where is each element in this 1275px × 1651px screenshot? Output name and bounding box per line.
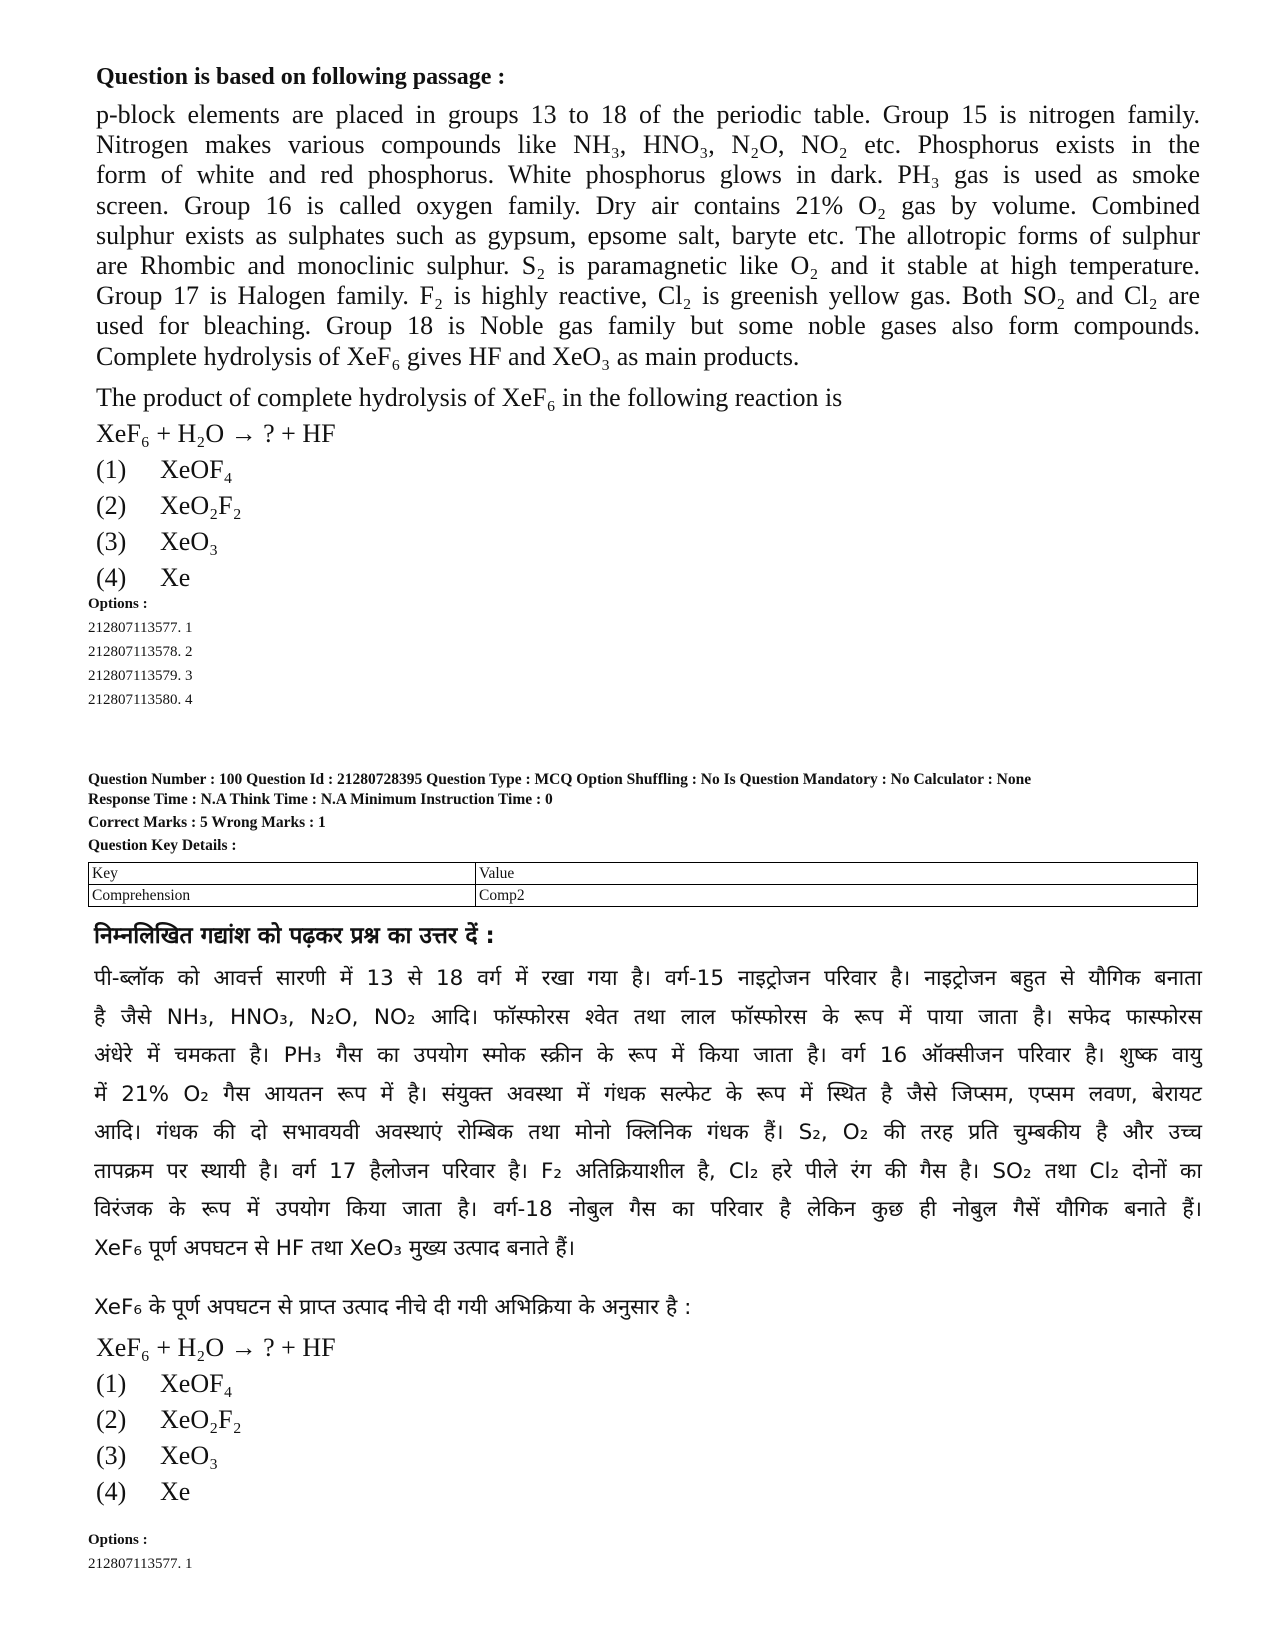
- option-id: 212807113579. 3: [88, 668, 193, 684]
- choice-number: (1): [96, 455, 127, 484]
- options-list-en: [88, 592, 192, 712]
- choice-item: [96, 1402, 336, 1438]
- passage-line: XeF₆ पूर्ण अपघटन से HF तथा XeO₃ मुख्य उत्पाद बनाते हैं।: [94, 1235, 575, 1261]
- passage-line: screen. Group 16 is called oxygen family. Dry air contains 21% O₂ gas by volume. Combined: [96, 190, 1200, 220]
- table-header-cell: Key: [89, 863, 476, 885]
- passage-en: [96, 100, 1200, 372]
- passage-heading-en: Question is based on following passage :: [96, 64, 506, 90]
- option-id: 212807113580. 4: [88, 692, 193, 708]
- choice-text: XeOF₄: [160, 1369, 233, 1398]
- choice-item: [96, 1438, 336, 1474]
- choice-number: (3): [96, 1441, 127, 1470]
- choice-item: [96, 488, 842, 524]
- passage-line: sulphur exists as sulphates such as gypsum, epsome salt, baryte etc. The allotropic forms of sulphur: [96, 220, 1200, 250]
- question-hi: [96, 1330, 336, 1510]
- passage-line: Complete hydrolysis of XeF₆ gives HF and XeO₃ as main products.: [96, 341, 800, 371]
- option-id: 212807113577. 1: [88, 1556, 193, 1572]
- choice-item: [96, 1366, 336, 1402]
- choice-number: (4): [96, 1477, 127, 1506]
- option-id: 212807113577. 1: [88, 620, 193, 636]
- passage-line: पी-ब्लॉक को आवर्त्त सारणी में 13 से 18 वर्ग में रखा गया है। वर्ग-15 नाइट्रोजन परिवार है। नाइट्रोजन बहुत से यौगिक बनाता: [94, 966, 1202, 991]
- reaction-equation: XeF₆ + H₂O → ? + HF: [96, 1333, 336, 1362]
- passage-line: used for bleaching. Group 18 is Noble gas family but some noble gases also form compounds.: [96, 311, 1200, 341]
- question-text: The product of complete hydrolysis of XeF₆ in the following reaction is: [96, 383, 843, 412]
- passage-line: Nitrogen makes various compounds like NH₃, HNO₃, N₂O, NO₂ etc. Phosphorus exists in the: [96, 130, 1200, 160]
- choice-item: [96, 524, 842, 560]
- question-text-hi: XeF₆ के पूर्ण अपघटन से प्राप्त उत्पाद नीचे दी गयी अभिक्रिया के अनुसार है :: [94, 1295, 692, 1320]
- passage-line: है जैसे NH₃, HNO₃, N₂O, NO₂ आदि। फॉस्फोरस श्वेत तथा लाल फॉस्फोरस के रूप में पाया जाता है। सफेद फास्फोरस: [94, 1004, 1202, 1030]
- passage-line: अंधेरे में चमकता है। PH₃ गैस का उपयोग स्मोक स्क्रीन के रूप में किया जाता है। वर्ग 16 ऑक्सीजन परिवार है। शुष्क वायु: [94, 1043, 1202, 1068]
- table-row: [89, 885, 1198, 907]
- table-header-cell: Value: [476, 863, 1198, 885]
- passage-heading-hi: निम्नलिखित गद्यांश को पढ़कर प्रश्न का उत्तर दें :: [94, 923, 495, 949]
- options-label: Options :: [88, 1532, 148, 1548]
- choice-number: (3): [96, 527, 127, 556]
- options-list-hi: [88, 1528, 192, 1576]
- passage-line: are Rhombic and monoclinic sulphur. S₂ is paramagnetic like O₂ and it stable at high temperature.: [96, 251, 1200, 281]
- passage-line: में 21% O₂ गैस आयतन रूप में है। संयुक्त अवस्था में गंधक सल्फेट के रूप में स्थित है जैसे जिप्सम, एप्सम लवण, बेरायट: [94, 1081, 1202, 1107]
- passage-line: आदि। गंधक की दो सभावयवी अवस्थाएं रोम्बिक तथा मोनो क्लिनिक गंधक हैं। S₂, O₂ की तरह प्रति चुम्बकीय है और उच्च: [94, 1120, 1202, 1145]
- choice-number: (2): [96, 1405, 127, 1434]
- question-en: [96, 380, 842, 596]
- meta-line: Question Key Details :: [88, 837, 237, 854]
- meta-line: Correct Marks : 5 Wrong Marks : 1: [88, 814, 326, 831]
- options-label: Options :: [88, 596, 148, 612]
- choice-number: (4): [96, 563, 127, 592]
- choice-item: [96, 1474, 336, 1510]
- choice-number: (1): [96, 1369, 127, 1398]
- choice-text: XeO₂F₂: [160, 491, 242, 520]
- meta-line: Response Time : N.A Think Time : N.A Minimum Instruction Time : 0: [88, 791, 553, 808]
- choice-text: XeO₃: [160, 527, 219, 556]
- choice-text: XeOF₄: [160, 455, 233, 484]
- passage-hi: [94, 960, 1202, 1268]
- question-meta: [88, 770, 1198, 856]
- choice-text: Xe: [160, 1477, 191, 1506]
- choice-number: (2): [96, 491, 127, 520]
- passage-line: Group 17 is Halogen family. F₂ is highly reactive, Cl₂ is greenish yellow gas. Both SO₂ and Cl₂ are: [96, 281, 1200, 311]
- passage-line: तापक्रम पर स्थायी है। वर्ग 17 हैलोजन परिवार है। F₂ अतिक्रियाशील है, Cl₂ हरे पीले रंग की गैस है। SO₂ तथा Cl₂ दोनों का: [94, 1158, 1202, 1184]
- key-details-table: [88, 862, 1198, 907]
- passage-line: p-block elements are placed in groups 13 to 18 of the periodic table. Group 15 is nitrogen family.: [96, 100, 1200, 129]
- meta-line: Question Number : 100 Question Id : 21280728395 Question Type : MCQ Option Shuffling : No Is Question Mandatory : No Calculator : None: [88, 771, 1032, 788]
- table-cell: Comprehension: [89, 885, 476, 907]
- choice-text: XeO₃: [160, 1441, 219, 1470]
- option-id: 212807113578. 2: [88, 644, 193, 660]
- table-header-row: [89, 863, 1198, 885]
- choice-item: [96, 560, 842, 596]
- passage-line: विरंजक के रूप में उपयोग किया जाता है। वर्ग-18 नोबुल गैस का परिवार है लेकिन कुछ ही नोबुल गैसें यौगिक बनाते हैं।: [94, 1197, 1202, 1222]
- table-cell: Comp2: [476, 885, 1198, 907]
- choice-text: XeO₂F₂: [160, 1405, 242, 1434]
- choice-text: Xe: [160, 563, 191, 592]
- passage-line: form of white and red phosphorus. White phosphorus glows in dark. PH₃ gas is used as smoke: [96, 160, 1200, 190]
- reaction-equation: XeF₆ + H₂O → ? + HF: [96, 419, 336, 448]
- choice-item: [96, 452, 842, 488]
